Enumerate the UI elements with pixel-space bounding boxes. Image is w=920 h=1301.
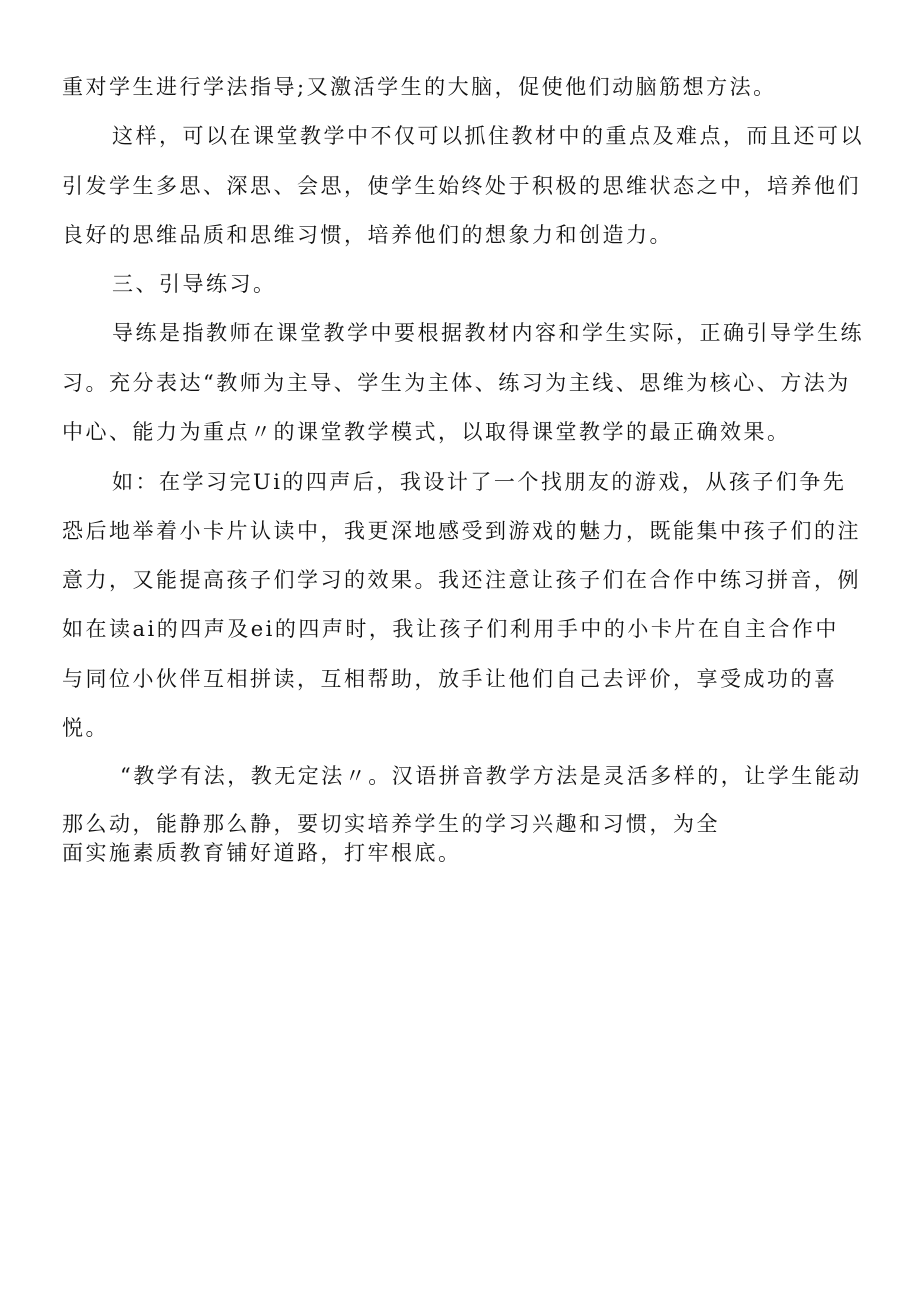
text-line-12: 如在读ai的四声及ei的四声时，我让孩子们利用手中的小卡片在自主合作中 (62, 617, 839, 641)
text-line-4: 良好的思维品质和思维习惯，培养他们的想象力和创造力。 (62, 223, 673, 247)
text-line-9: 如：在学习完Ui的四声后，我设计了一个找朋友的游戏，从孩子们争先 (112, 470, 847, 494)
text-line-10: 恐后地举着小卡片认读中，我更深地感受到游戏的魅力，既能集中孩子们的注 (62, 519, 861, 543)
text-line-11: 意力，又能提高孩子们学习的效果。我还注意让孩子们在合作中练习拼音，例 (62, 568, 861, 592)
text-line-16: 那么动，能静那么静，要切实培养学生的学习兴趣和习惯，为全 (62, 812, 720, 836)
text-line-5: 三、引导练习。 (112, 272, 277, 296)
text-line-8: 中心、能力为重点〃的课堂教学模式，以取得课堂教学的最正确效果。 (62, 420, 791, 444)
text-line-17: 面实施素质教育铺好道路，打牢根底。 (62, 841, 462, 865)
text-line-1: 重对学生进行学法指导;又激活学生的大脑，促使他们动脑筋想方法。 (62, 75, 777, 99)
text-line-3: 引发学生多思、深思、会思，使学生始终处于积极的思维状态之中，培养他们 (62, 174, 861, 198)
text-line-7: 习。充分表达“教师为主导、学生为主体、练习为主线、思维为核心、方法为 (62, 371, 851, 395)
text-line-15: “教学有法，教无定法〃。汉语拼音教学方法是灵活多样的，让学生能动 (120, 764, 862, 788)
text-line-13: 与同位小伙伴互相拼读，互相帮助，放手让他们自己去评价，享受成功的喜 (62, 667, 838, 691)
text-line-6: 导练是指教师在课堂教学中要根据教材内容和学生实际，正确引导学生练 (112, 321, 864, 345)
text-line-2: 这样，可以在课堂教学中不仅可以抓住教材中的重点及难点，而且还可以 (112, 124, 864, 148)
text-line-14: 悦。 (62, 716, 109, 740)
